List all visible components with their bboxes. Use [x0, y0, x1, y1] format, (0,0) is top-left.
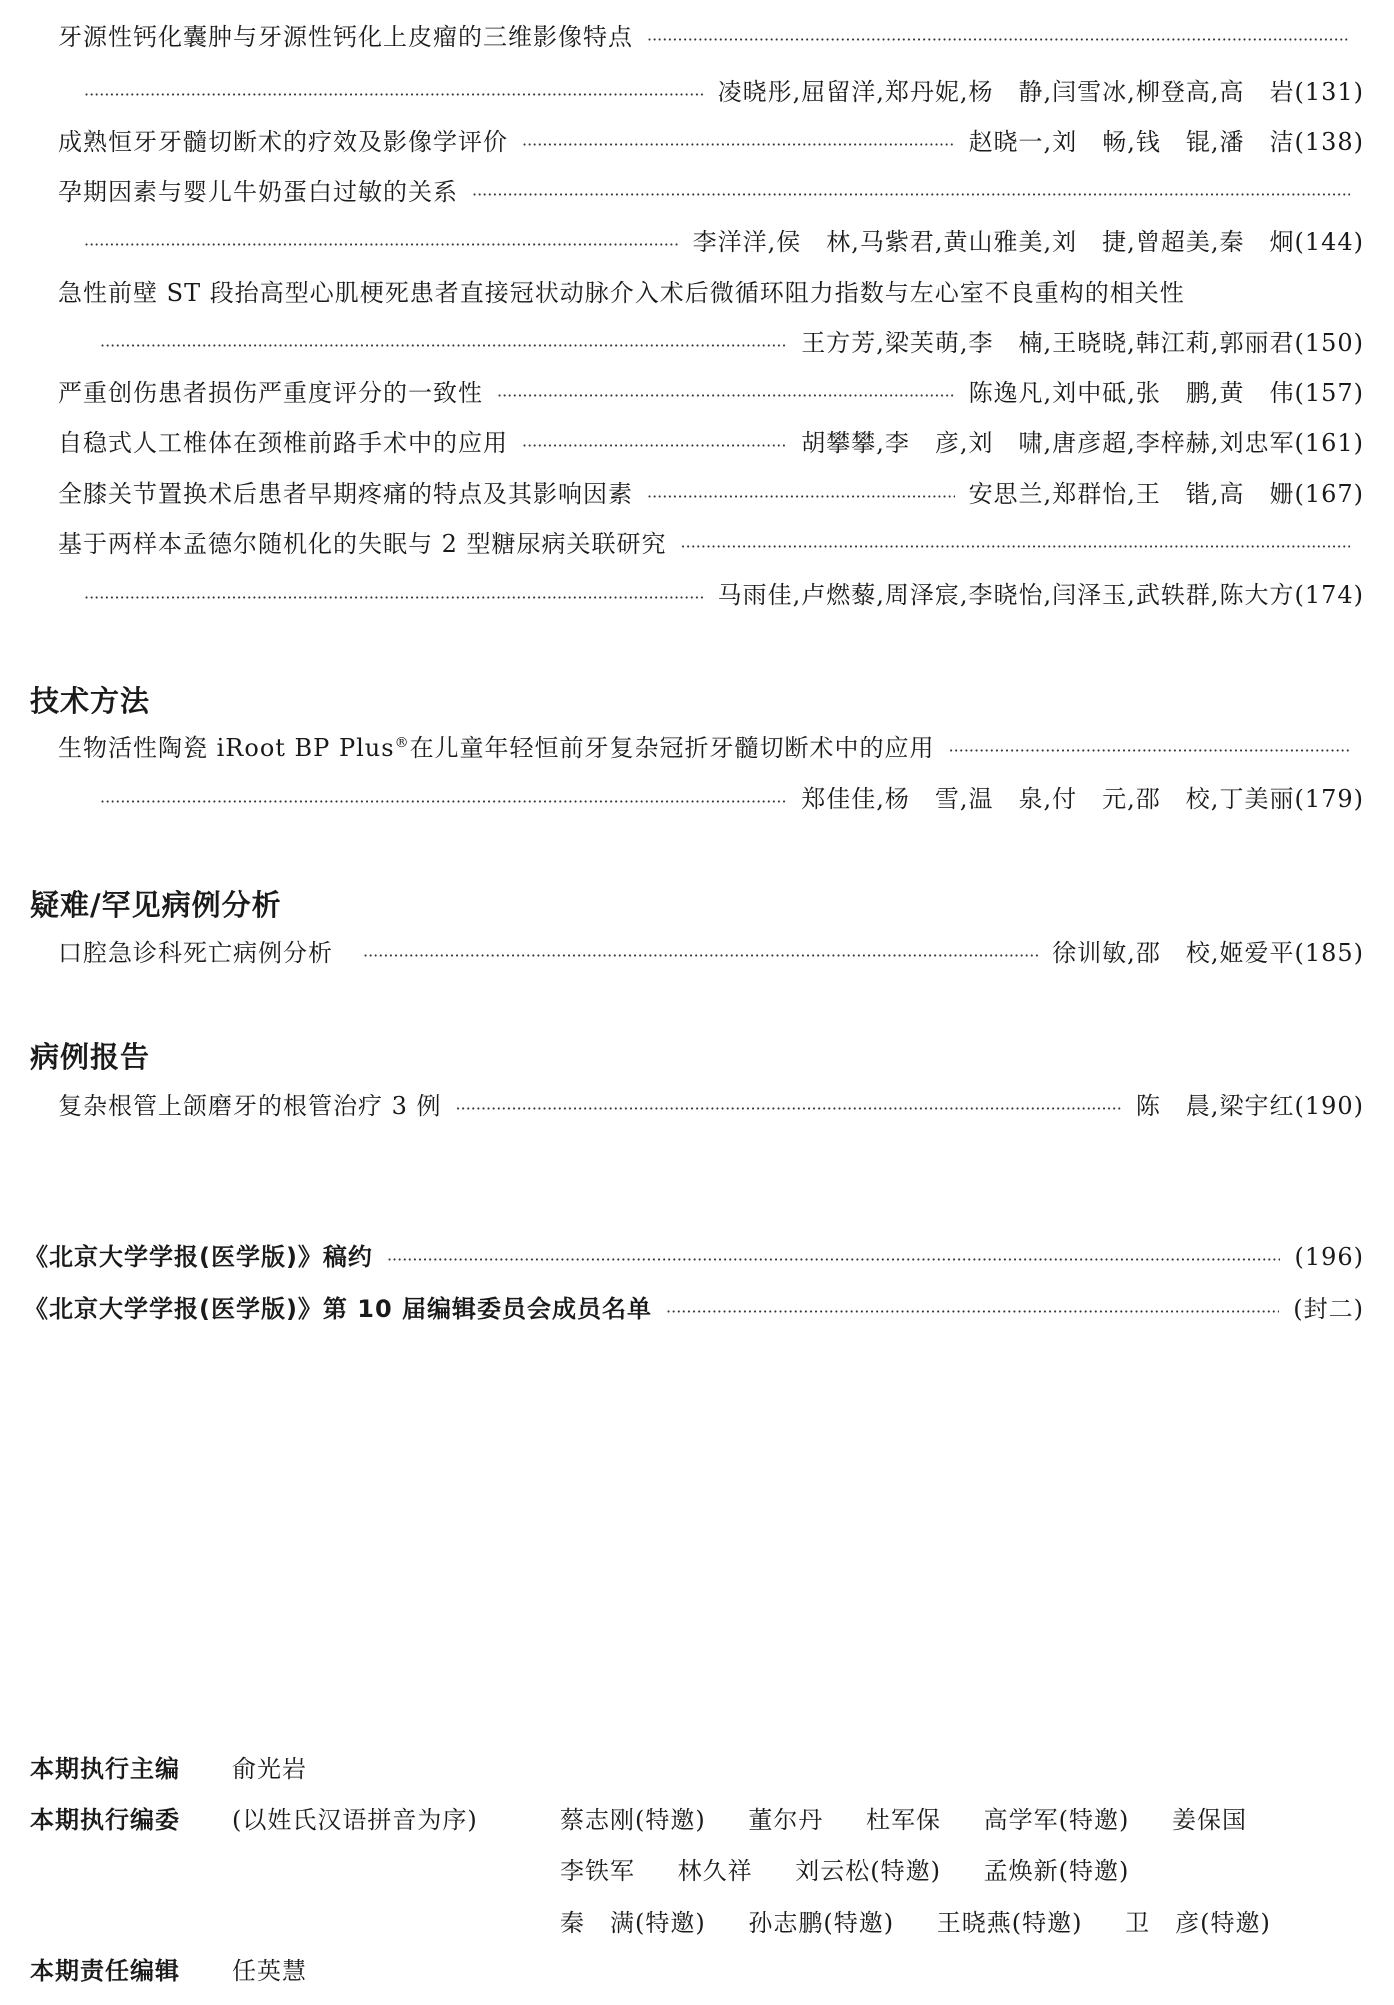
toc-entry-notice[interactable]	[24, 1240, 1364, 1277]
committee-member: 刘云松(特邀)	[795, 1857, 942, 1885]
dot-leader	[100, 329, 787, 363]
article-authors: 李洋洋,侯 林,马紫君,黄山雅美,刘 捷,曾超美,秦 炯	[692, 228, 1295, 256]
article-authors: 胡攀攀,李 彦,刘 啸,唐彦超,李梓赫,刘忠军	[801, 429, 1295, 457]
dot-leader	[472, 178, 1350, 212]
committee-member: 林久祥	[677, 1857, 753, 1885]
notice-page: (196)	[1294, 1243, 1364, 1271]
dot-leader	[456, 1092, 1122, 1126]
toc-entry[interactable]	[58, 20, 1364, 57]
committee-row	[560, 1854, 1163, 1888]
toc-entry[interactable]	[58, 376, 1364, 413]
notice-title: 《北京大学学报(医学版)》第 10 届编辑委员会成员名单	[24, 1295, 653, 1323]
article-authors: 陈 晨,梁宇红	[1135, 1092, 1295, 1120]
committee-member: 杜军保	[866, 1806, 942, 1834]
committee-member: 孟焕新(特邀)	[983, 1857, 1130, 1885]
toc-entry[interactable]	[58, 426, 1364, 463]
toc-entry-authors	[84, 578, 1364, 615]
notice-title: 《北京大学学报(医学版)》稿约	[24, 1243, 373, 1271]
dot-leader	[522, 128, 955, 162]
article-title: 成熟恒牙牙髓切断术的疗效及影像学评价	[58, 128, 508, 156]
toc-entry[interactable]	[58, 125, 1364, 162]
dot-leader	[84, 581, 704, 615]
committee-member: 卫 彦(特邀)	[1125, 1909, 1271, 1937]
dot-leader	[949, 734, 1350, 768]
article-page: (167)	[1294, 480, 1364, 508]
committee-member: 董尔丹	[748, 1806, 824, 1834]
toc-entry[interactable]	[58, 477, 1364, 514]
toc-entry-authors	[84, 75, 1364, 112]
committee-member: 李铁军	[560, 1857, 635, 1885]
article-title: 全膝关节置换术后患者早期疼痛的特点及其影响因素	[58, 480, 633, 508]
toc-entry-authors	[84, 225, 1364, 262]
article-title: 孕期因素与婴儿牛奶蛋白过敏的关系	[58, 178, 458, 206]
committee-member: 姜保国	[1172, 1806, 1248, 1834]
staff-name: 俞光岩	[232, 1755, 307, 1783]
toc-entry-authors	[100, 782, 1364, 819]
article-authors: 马雨佳,卢燃藜,周泽宸,李晓怡,闫泽玉,武轶群,陈大方	[717, 581, 1295, 609]
article-title: 口腔急诊科死亡病例分析	[58, 939, 333, 967]
article-page: (138)	[1294, 128, 1364, 156]
article-title: 复杂根管上颌磨牙的根管治疗 3 例	[58, 1092, 442, 1120]
toc-entry[interactable]	[58, 1089, 1364, 1126]
toc-entry-notice[interactable]	[24, 1292, 1364, 1329]
committee-member: 王晓燕(特邀)	[936, 1909, 1083, 1937]
staff-name: 任英慧	[232, 1957, 307, 1985]
dot-leader	[647, 23, 1350, 57]
article-title: 急性前壁 ST 段抬高型心肌梗死患者直接冠状动脉介入术后微循环阻力指数与左心室不良重构的相关性	[58, 279, 1185, 307]
article-authors: 徐训敏,邵 校,姬爱平	[1052, 939, 1295, 967]
toc-entry[interactable]	[58, 527, 1364, 564]
notice-page: (封二)	[1293, 1295, 1364, 1323]
dot-leader	[84, 78, 704, 112]
dot-leader	[647, 480, 955, 514]
committee-row	[560, 1803, 1281, 1837]
committee-member: 秦 满(特邀)	[560, 1909, 706, 1937]
committee-row	[560, 1906, 1305, 1940]
committee-member: 高学军(特邀)	[983, 1806, 1130, 1834]
article-page: (150)	[1294, 329, 1364, 357]
committee-member: 蔡志刚(特邀)	[560, 1806, 706, 1834]
article-page: (144)	[1294, 228, 1364, 256]
dot-leader	[84, 228, 679, 262]
article-page: (185)	[1294, 939, 1364, 967]
section-heading-case: 病例报告	[30, 1040, 151, 1074]
article-title: 生物活性陶瓷 iRoot BP Plus®在儿童年轻恒前牙复杂冠折牙髓切断术中的应用	[58, 734, 935, 762]
section-heading-rare: 疑难/罕见病例分析	[30, 888, 282, 922]
article-authors: 王方芳,梁芙萌,李 楠,王晓晓,韩江莉,郭丽君	[801, 329, 1295, 357]
dot-leader	[387, 1243, 1281, 1277]
dot-leader	[100, 785, 787, 819]
article-page: (131)	[1294, 78, 1364, 106]
staff-label: 本期执行主编	[30, 1755, 180, 1783]
toc-entry[interactable]	[58, 276, 1364, 310]
staff-label: 本期责任编辑	[30, 1957, 180, 1985]
article-title: 基于两样本孟德尔随机化的失眠与 2 型糖尿病关联研究	[58, 530, 667, 558]
committee-member: 孙志鹏(特邀)	[748, 1909, 895, 1937]
article-page: (190)	[1294, 1092, 1364, 1120]
article-page: (161)	[1294, 429, 1364, 457]
article-authors: 赵晓一,刘 畅,钱 锟,潘 洁	[968, 128, 1295, 156]
article-page: (157)	[1294, 379, 1364, 407]
article-authors: 安思兰,郑群怡,王 锴,高 姗	[968, 480, 1295, 508]
article-title: 自稳式人工椎体在颈椎前路手术中的应用	[58, 429, 508, 457]
staff-label: 本期执行编委	[30, 1806, 180, 1834]
toc-entry[interactable]	[58, 936, 1364, 973]
toc-entry[interactable]	[58, 175, 1364, 212]
article-authors: 陈逸凡,刘中砥,张 鹏,黄 伟	[968, 379, 1295, 407]
dot-leader	[681, 530, 1350, 564]
article-title: 牙源性钙化囊肿与牙源性钙化上皮瘤的三维影像特点	[58, 23, 633, 51]
dot-leader	[497, 379, 955, 413]
dot-leader	[666, 1295, 1279, 1329]
section-heading-tech: 技术方法	[30, 684, 151, 718]
article-page: (174)	[1294, 581, 1364, 609]
article-authors: 郑佳佳,杨 雪,温 泉,付 元,邵 校,丁美丽	[801, 785, 1295, 813]
dot-leader	[363, 939, 1038, 973]
article-authors: 凌晓彤,屈留洋,郑丹妮,杨 静,闫雪冰,柳登高,高 岩	[717, 78, 1295, 106]
toc-entry-authors	[100, 326, 1364, 363]
article-title: 严重创伤患者损伤严重度评分的一致性	[58, 379, 483, 407]
staff-note: (以姓氏汉语拼音为序)	[232, 1806, 478, 1834]
article-page: (179)	[1294, 785, 1364, 813]
dot-leader	[522, 429, 787, 463]
toc-entry[interactable]	[58, 731, 1364, 768]
